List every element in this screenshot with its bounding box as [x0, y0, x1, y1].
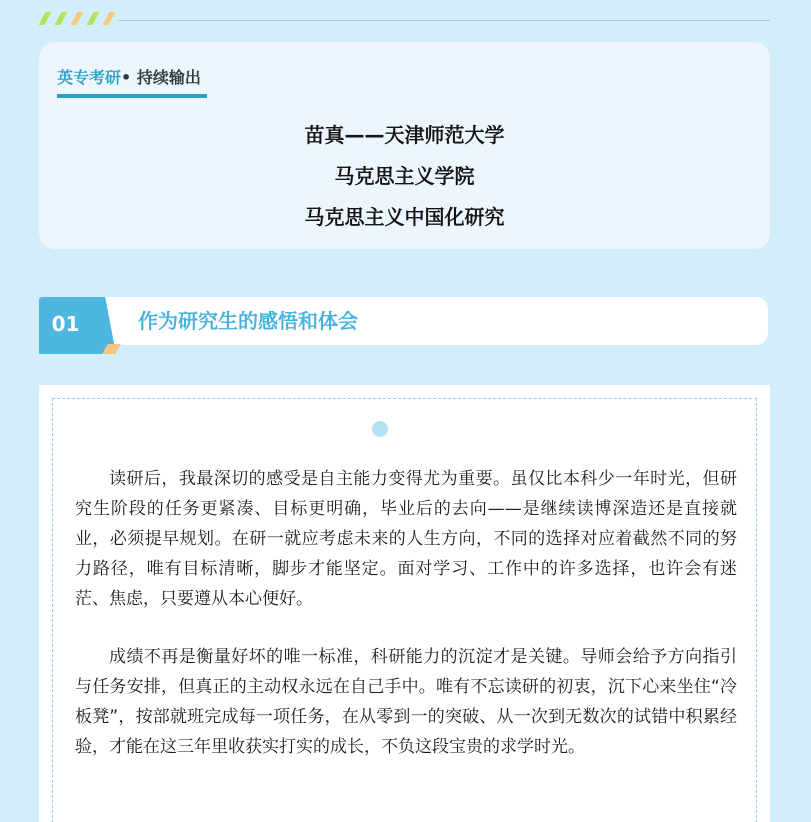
- author-intro-card: [39, 42, 770, 249]
- content-card: [39, 385, 770, 822]
- decorative-dot-icon: [372, 421, 388, 437]
- stripe-mark: [71, 12, 84, 25]
- stripe-mark: [103, 12, 116, 25]
- section-number: 01: [39, 297, 92, 354]
- column-tag: [57, 65, 207, 98]
- author-info: [39, 115, 770, 238]
- stripe-mark: [55, 12, 68, 25]
- stripe-mark: [87, 12, 100, 25]
- decorative-stripes: [40, 12, 110, 26]
- author-college: 马克思主义学院: [334, 164, 475, 188]
- paragraph: 读研后，我最深切的感受是自主能力变得尤为重要。虽仅比本科少一年时光，但研究生阶段的任务更紧凑、目标更明确，毕业后的去向——是继续读博深造还是直接就业，必须提早规划。在研一就应考虑未来的人生方向，不同的选择对应着截然不同的努力路径，唯有目标清晰，脚步才能坚定。面对学习、工作中的许多选择，也许会有迷茫、焦虑，只要遵从本心便好。: [75, 469, 737, 609]
- section-header: [39, 297, 768, 345]
- header-divider: [118, 20, 770, 21]
- content-frame: [52, 398, 757, 822]
- author-major: 马克思主义中国化研究: [304, 205, 505, 229]
- section-title: 作为研究生的感悟和体会: [138, 309, 358, 333]
- column-tag-text: • 持续输出: [121, 68, 201, 87]
- paragraph: 成绩不再是衡量好坏的唯一标准，科研能力的沉淀才是关键。导师会给予方向指引与任务安排，但真正的主动权永远在自己手中。唯有不忘读研的初衷，沉下心来坐住“冷板凳”，按部就班完成每一项任务，在从零到一的突破、从一次到无数次的试错中积累经验，才能在这三年里收获实打实的成长，不负这段宝贵的求学时光。: [75, 647, 737, 757]
- author-name-school: 苗真——天津师范大学: [304, 123, 505, 147]
- stripe-mark: [39, 12, 52, 25]
- column-tag-accent: 英专考研: [57, 68, 122, 87]
